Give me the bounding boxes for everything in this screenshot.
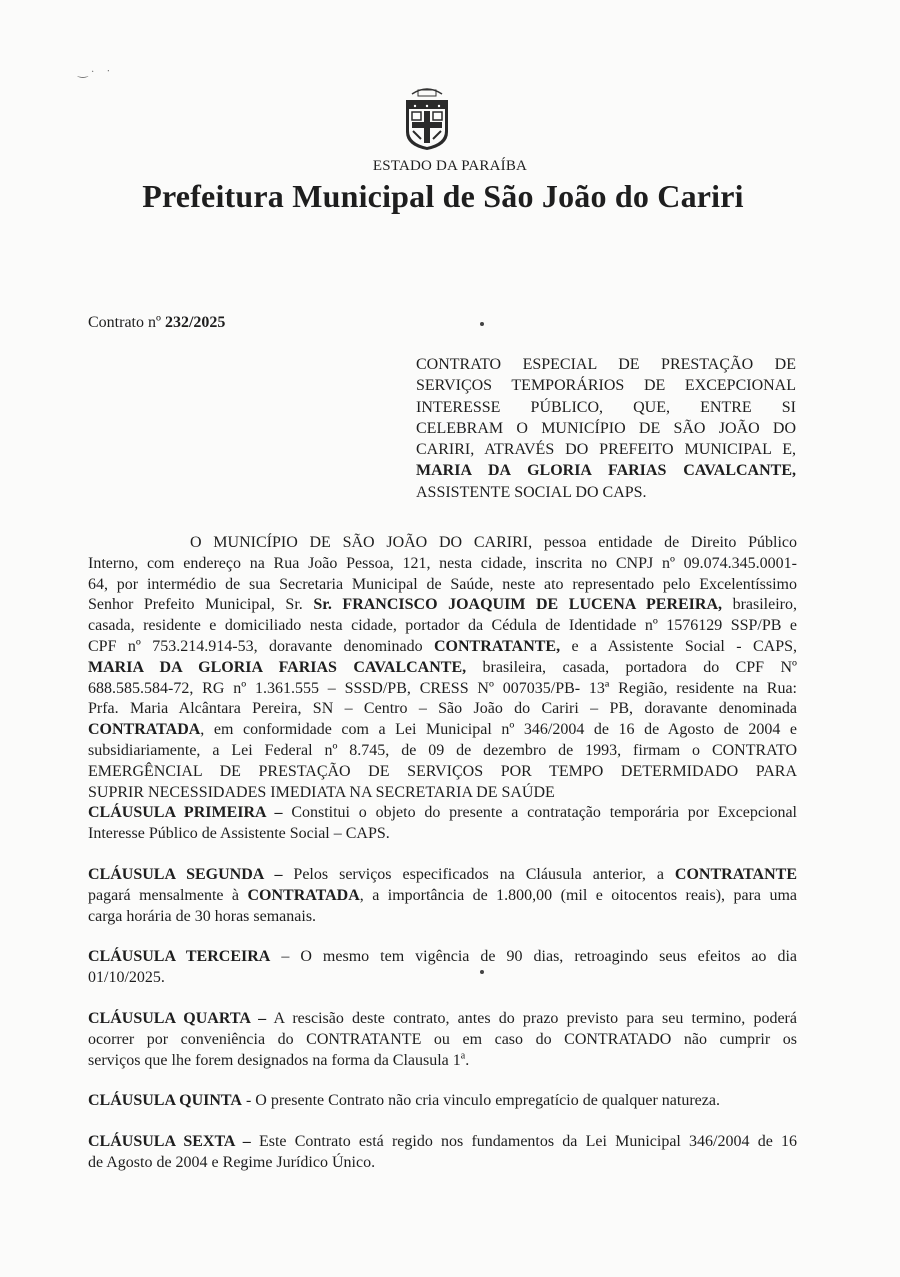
clause-line: [88, 865, 797, 886]
preamble-line: [88, 637, 797, 658]
clause-first: [88, 803, 797, 845]
heading-line: CONTRATO ESPECIAL DE PRESTAÇÃO DE: [416, 356, 796, 373]
preamble-line: EMERGÊNCIAL DE PRESTAÇÃO DE SERVIÇOS POR TEMPO DETERMIDADO PARA: [88, 762, 797, 780]
contract-number-value: 232/2025: [164, 314, 226, 331]
heading-line: CARIRI, ATRAVÉS DO PREFEITO MUNICIPAL E,: [416, 441, 796, 459]
clause-line: [88, 1051, 797, 1072]
preamble-line: 64, por intermédio de sua Secretaria Municipal de Saúde, neste ato representado pelo Excelentíssimo: [88, 575, 797, 593]
text: brasileiro,: [722, 596, 797, 614]
contract-heading: [416, 354, 796, 503]
text: CPF nº 753.214.914-53, doravante denominado: [88, 637, 434, 655]
text: serviços que lhe forem designados na forma da Clausula 1: [88, 1051, 461, 1069]
clause-line: carga horária de 30 horas semanais.: [88, 907, 317, 925]
contratada-term: CONTRATADA: [88, 721, 201, 739]
clause-title: CLÁUSULA SEGUNDA –: [88, 865, 283, 883]
municipality-title: Prefeitura Municipal de São João do Cariri: [142, 178, 744, 214]
preamble-line: [88, 720, 797, 741]
clause-line: [88, 1132, 797, 1153]
clause-title: CLÁUSULA TERCEIRA: [88, 948, 271, 966]
clause-sixth: [88, 1132, 797, 1174]
preamble-line: Interno, com endereço na Rua João Pessoa, 121, nesta cidade, inscrita no CNPJ nº 09.074.345.0001-: [88, 554, 797, 572]
preamble-line: 688.585.584-72, RG nº 1.361.555 – SSSD/PB, CRESS Nº 007035/PB- 13ª Região, residente na Rua:: [88, 679, 797, 697]
text: - O presente Contrato não cria vinculo empregatício de qualquer natureza.: [241, 1092, 720, 1110]
contract-number-label: Contrato nº: [88, 314, 161, 331]
heading-contractor-name: MARIA DA GLORIA FARIAS CAVALCANTE,: [416, 462, 796, 480]
clause-line: 01/10/2025.: [88, 969, 165, 987]
heading-line: CELEBRAM O MUNICÍPIO DE SÃO JOÃO DO: [416, 419, 796, 437]
text: A rescisão deste contrato, antes do prazo previsto para seu termino, poderá: [266, 1009, 797, 1027]
text: Senhor Prefeito Municipal, Sr.: [88, 596, 314, 614]
contract-body: [88, 533, 797, 1174]
heading-line: SERVIÇOS TEMPORÁRIOS DE EXCEPCIONAL: [416, 377, 796, 395]
contract-number: [88, 314, 225, 332]
text: e a Assistente Social - CAPS,: [560, 637, 798, 655]
clause-line: [88, 1009, 797, 1030]
heading-line: INTERESSE PÚBLICO, QUE, ENTRE SI: [416, 398, 796, 416]
text: pagará mensalmente à: [88, 886, 248, 904]
clause-line: Interesse Público de Assistente Social – CAPS.: [88, 825, 390, 843]
state-name: ESTADO DA PARAÍBA: [372, 158, 528, 174]
text: , a importância de 1.800,00 (mil e oitocentos reais), para uma: [359, 886, 797, 904]
preamble-line: casada, residente e domiciliado nesta cidade, portador da Cédula de Identidade nº 1576129 SSP/PB e: [88, 617, 797, 635]
clause-fourth: [88, 1009, 797, 1071]
scan-artifact: ‿ · ᐧ: [78, 64, 110, 78]
ordinal-mark: a: [460, 1050, 466, 1062]
clause-second: [88, 865, 797, 927]
preamble-line: SUPRIR NECESSIDADES IMEDIATA NA SECRETARIA DE SAÚDE: [88, 783, 555, 801]
clause-title: CLÁUSULA QUARTA –: [88, 1009, 267, 1027]
text: , em conformidade com a Lei Municipal nº 346/2004 de 16 de Agosto de 2004 e: [200, 721, 797, 739]
contractor-name: MARIA DA GLORIA FARIAS CAVALCANTE,: [88, 658, 467, 676]
text: Pelos serviços especificados na Cláusula anterior, a: [282, 865, 675, 883]
clause-line: de Agosto de 2004 e Regime Jurídico Único.: [88, 1153, 376, 1171]
clause-title: CLÁUSULA SEXTA –: [88, 1133, 251, 1151]
clause-third: [88, 947, 797, 989]
clause-line: [88, 947, 797, 968]
preamble: [88, 533, 797, 803]
contratante-term: CONTRATANTE,: [434, 637, 561, 655]
clause-title: CLÁUSULA PRIMEIRA –: [88, 804, 283, 822]
preamble-line: Prfa. Maria Alcântara Pereira, SN – Centro – São João do Cariri – PB, doravante denominada: [88, 700, 797, 718]
text: brasileira, casada, portadora do CPF Nº: [466, 658, 797, 676]
preamble-line: subsidiariamente, a Lei Federal nº 8.745, de 09 de dezembro de 1993, firmam o CONTRATO: [88, 741, 797, 759]
contratada-term: CONTRATADA: [247, 886, 360, 904]
text: Constitui o objeto do presente a contratação temporária por Excepcional: [282, 804, 797, 822]
contratante-term: CONTRATANTE: [674, 865, 797, 883]
text: .: [465, 1051, 470, 1069]
text: Este Contrato está regido nos fundamentos da Lei Municipal 346/2004 de 16: [250, 1133, 797, 1151]
clause-line: [88, 803, 797, 824]
clause-line: [88, 886, 797, 907]
preamble-line: O MUNICÍPIO DE SÃO JOÃO DO CARIRI, pessoa entidade de Direito Público: [190, 534, 797, 551]
text: – O mesmo tem vigência de 90 dias, retroagindo seus efeitos ao dia: [270, 948, 797, 966]
municipal-crest-icon: [398, 84, 456, 152]
mayor-name: Sr. FRANCISCO JOAQUIM DE LUCENA PEREIRA,: [313, 596, 723, 614]
clause-line: [88, 1091, 797, 1112]
preamble-line: [88, 595, 797, 616]
clause-title: CLÁUSULA QUINTA: [88, 1092, 242, 1110]
clause-fifth: [88, 1091, 797, 1112]
scan-dot: [480, 322, 484, 326]
preamble-line: [88, 658, 797, 679]
heading-line: ASSISTENTE SOCIAL DO CAPS.: [416, 483, 647, 501]
clause-line: ocorrer por conveniência do CONTRATANTE ou em caso do CONTRATADO não cumprir os: [88, 1030, 797, 1048]
